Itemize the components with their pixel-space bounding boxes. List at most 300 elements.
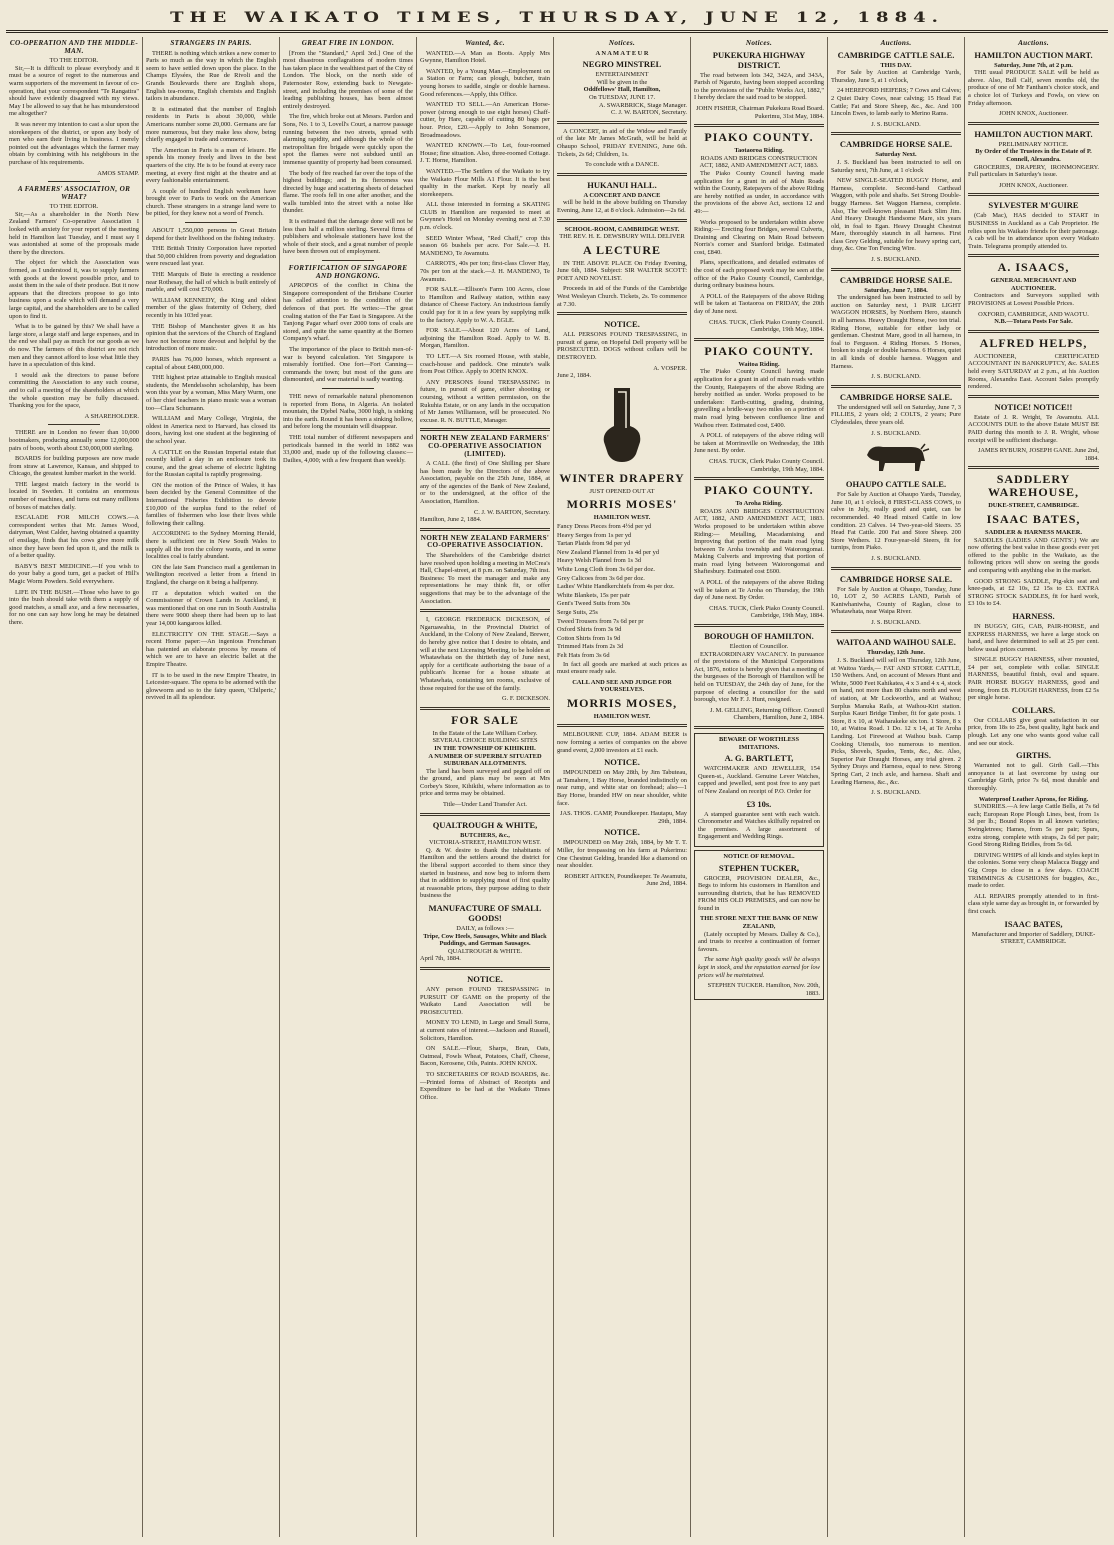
business-address: HAMILTON WEST.	[593, 712, 651, 720]
notice-text: ON SALE.—Flour, Sharps, Bran, Oats, Oatmeal, Fowls Wheat, Potatoes, Chaff, Cheese, Bacon, Kerosene, Oils, Paints. JOHN KNOX.	[420, 1045, 550, 1068]
article-paragraph: THERE is nothing which strikes a new comer to Paris so much as the way in which the English seem to have settled down upon the place. In the Champs Elysées, the Rue de Rivoli and the Grands Boulevards there are English shops, English tea-rooms, English chemists and English tailors in abundance.	[146, 49, 276, 103]
sale-date: Thursday, 12th June.	[867, 649, 925, 657]
news-item: ABOUT 1,550,000 persons in Great Britain depend for their livelihood on the fishing industry.	[146, 227, 276, 242]
divider	[694, 726, 824, 729]
signature: G. F. DICKESON.	[502, 695, 550, 703]
news-item: LIFE IN THE BUSH.—Those who have to go into the bush should take with them a supply of good matches, a small axe, and a few necessaries, for no one can say how long he may be detained there.	[9, 588, 139, 626]
news-item: IT a deputation which waited on the Commissioner of Crown Lands in Auckland, it was mentioned that on one run in South Australia there were 9000 sheep there had been up to last year 14,000 kangaroos killed.	[146, 589, 276, 627]
divider	[420, 428, 550, 431]
article-paragraph: It is estimated that the number of English residents in Paris is about 30,000, while Americans number some 20,000. Germans are far more numerous, but they make less show, being chiefly engaged in trade and commerce.	[146, 105, 276, 144]
divider	[48, 424, 100, 425]
divider	[831, 385, 961, 388]
event-title: HUKANUI HALL.	[587, 179, 657, 190]
divider	[694, 624, 824, 627]
notice-text: Plans, specifications, and detailed estimates of the cost of each proposed work may be seen at the office of the Piako County Council, Cambridge, during ordinary business hours.	[694, 259, 824, 290]
price-list-item: Oxford Shirts from 3s 9d	[557, 626, 622, 634]
business-trade: SADDLER & HARNESS MAKER.	[985, 528, 1082, 536]
signature: JAMES RYBURN, JOSEPH GANE. June 2nd, 1884.	[977, 447, 1099, 462]
sub-heading: Waterproof Leather Aprons, for Riding.	[978, 795, 1089, 803]
article-paragraph: [From the "Standard," April 3rd.] One of the most disastrous conflagrations of modern times has taken place in the wealthiest part of the City of London. The block, on the north side of Paternoster Row, extending back to Newgate-street, and including the premises of some of the leading publishing houses, has been almost entirely destroyed.	[283, 49, 413, 110]
signature: Manufacturer and Importer of Saddlery, DUKE-STREET, CAMBRIDGE.	[971, 930, 1096, 946]
event-title: NEGRO MINSTREL	[582, 59, 662, 70]
notice-text: A POLL of ratepayers of the above riding will be taken at Morrinsville on Wednesday, the 18th June next. By order.	[694, 432, 824, 455]
divider	[694, 124, 824, 127]
column-7	[828, 37, 965, 1537]
signature: A. VOSPER.	[653, 364, 687, 372]
classified-ad: TO LET.—A Six roomed House, with stable, coach-house and paddock. One minute's walk from Post Office. Apply to JOHN KNOX.	[420, 352, 550, 376]
ox-icon	[861, 441, 931, 475]
sale-title: WAITOA AND WAIHOU SALE.	[836, 637, 956, 648]
article-paragraph: The American in Paris is a man of leisure. He spends his money freely and lives in the best quarters of the city. He is to be found at every race meeting, at every first night at the theatre and at every fashionable entertainment.	[146, 146, 276, 185]
sub-heading: HARNESS.	[1012, 610, 1055, 621]
news-item: THERE are in London no fewer than 10,000 bootmakers, producing annually some 12,000,000 pairs of boots, worth about £30,000,000 sterling.	[9, 429, 139, 452]
article-heading: A FARMERS' ASSOCIATION, OR WHAT?	[17, 185, 131, 201]
event-date: On TUESDAY, JUNE 17.	[588, 93, 656, 101]
section-heading: Notices.	[745, 39, 773, 47]
sub-heading: To Aroha Riding.	[735, 500, 783, 508]
price-list-item: Fancy Dress Pieces from 4½d per yd	[557, 523, 652, 530]
business-name: A. G. BARTLETT,	[724, 753, 794, 764]
sale-text: For Sale by Auction at Ohaupo, Tuesday, June 10, LOT 2, 50 ACRES LAND, Parish of Kaniwhaniwha, County of Raglan, close to Whatawhata, near Waipa River.	[831, 585, 961, 616]
sale-date: Saturday Next.	[875, 151, 917, 159]
sale-date: PRELIMINARY NOTICE.	[998, 140, 1069, 148]
classified-ad: WANTED KNOWN.—To Let, four-roomed House; fine situation. Also, three-roomed Cottage. J. T. Horne, Hamilton.	[420, 142, 550, 165]
signature: CHAS. TUCK, Clerk Piako County Council. Cambridge, 19th May, 1884.	[709, 604, 824, 620]
signature: C. J. W. BARTON, Secretary.	[611, 109, 687, 117]
notice-text: SADDLES (LADIES AND GENTS'.) We are now offering the best value in these goods ever yet offered to the public in the Waikato, as the following prices will show on seeing the goods and comparing with anything else in the market.	[968, 536, 1099, 574]
article-heading: STRANGERS IN PARIS.	[170, 39, 252, 47]
business-name: SYLVESTER M'GUIRE	[988, 200, 1079, 211]
news-item: PARIS has 76,000 horses, which represent a capital of about £480,000,000.	[146, 355, 276, 371]
divider	[557, 219, 687, 222]
classified-ad: WANTED.—A Man as Boots. Apply Mrs Gwynne, Hamilton Hotel.	[420, 49, 550, 65]
news-item: WILLIAM and Mary College, Virginia, the oldest in America next to Harvard, has closed its doors, having lost one student at the beginning of the school year.	[146, 415, 276, 445]
sub-heading: A NUMBER OF SUPERBLY SITUATED SUBURBAN ALLOTMENTS.	[428, 752, 542, 768]
classified-ad: WANTED, by a Young Man.—Employment on a Station or Farm; can plough, butcher, train young horses to saddle, single or double harness. Good references.—Apply, this Office.	[420, 67, 550, 98]
notice-text: I, GEORGE FREDERICK DICKESON, of Ngaruawahia, in the Provincial District of Auckland, in the Colony of New Zealand, Brewer, do hereby give notice that I desire to obtain, and will at the next Licensing Meeting, to be holden at Whatawhata on the thirtieth day of June next, apply for a certificate authorising the issue of a publican's license for a house situate at Whatawhata, containing ten rooms, exclusive of those required for the use of the family.	[420, 616, 550, 692]
sub-heading: COLLARS.	[1011, 704, 1056, 715]
sub-heading: MANUFACTURE OF SMALL GOODS!	[428, 903, 542, 923]
classified-ad: WANTED.—The Settlers of the Waikato to try the Waikato Flour Mills A1 Flour. It is the best quality in the market. Kept by nearly all storekeepers.	[420, 167, 550, 198]
article-paragraph: It is estimated that the damage done will not be less than half a million sterling. Several firms of publishers and wholesale stationers have lost the whole of their stock, and a great number of people have been thrown out of employment.	[283, 218, 413, 256]
sale-text: GROCERIES, DRAPERY, IRONMONGERY. Full particulars in Saturday's issue.	[968, 163, 1099, 179]
price-list	[557, 523, 687, 660]
notice-text: A stamped guarantee sent with each watch. Chronometer and Watches skilfully repaired on the premises. A large assortment of Engagement and Wedding Rings.	[698, 810, 820, 841]
divider	[420, 813, 550, 816]
notice-heading: NOTICE! NOTICE!!	[994, 401, 1073, 412]
business-address: DUKE-STREET, CAMBRIDGE.	[988, 502, 1079, 510]
tucker-ad	[694, 850, 824, 1001]
notice-text: A POLL of the ratepayers of the above Riding will be taken at Te Aroha on Thursday, the 19th day of June next. By Order.	[694, 579, 824, 602]
divider	[968, 254, 1099, 257]
notice-text: MONEY TO LEND, in Large and Small Sums, at current rates of interest.—Jackson and Russell, Solicitors, Hamilton.	[420, 1019, 550, 1042]
notice-text: The Piako County Council having made application for a grant in aid of Main Roads within the County, Ratepayers of the above Riding are hereby notified as under, in accordance with the provisions of the above Act, sections 12 and 49:—	[694, 169, 824, 215]
divider	[831, 567, 961, 570]
price-list-item: Tweed Trousers from 7s 6d per pr	[557, 617, 644, 625]
notice-text: IMPOUNDED on May 26th, 1884, by Mr T. T. Miller, for trespassing on his farm at Pukerimu: One Chestnut Gelding, branded like a diamond on near shoulder.	[557, 839, 687, 870]
sub-heading: Election of Councillor.	[729, 643, 789, 651]
divider	[48, 181, 100, 182]
notice-text: ANY person FOUND TRESPASSING in PURSUIT OF GAME on the property of the Waikato Land Association will be PROSECUTED.	[420, 985, 550, 1016]
divider	[694, 477, 824, 480]
notice-heading: PUKEKURA HIGHWAY DISTRICT.	[712, 49, 806, 70]
divider	[420, 609, 550, 612]
editor-line: TO THE EDITOR.	[49, 203, 99, 211]
price-list-item: Cotton Shirts from 1s 9d	[557, 634, 621, 642]
classified-ad: ANY PERSONS found TRESPASSING in future, in pursuit of game, either shooting or coursing, without a written permission, on the Rukuhia Estate, or on any lands in the occupation of Mr James Williamson, will be prosecuted. No excuse. R. N. BUTTLE, Manager.	[420, 378, 550, 424]
signature: J. S. BUCKLAND.	[871, 429, 921, 437]
masthead-title: THE WAIKATO TIMES, THURSDAY, JUNE 12, 1884.	[170, 8, 944, 26]
notice-text: DRIVING WHIPS of all kinds and styles kept in the colonies. Some very cheap Malacca Buggy and Gig Crops to close in a few days. COACH TRIMMINGS & CUSHIONS for buggies, &c., made to order.	[968, 851, 1099, 890]
news-item: THE highest prize attainable to English musical students, the Mendelssohn scholarship, has been won this year by a woman, Miss Mary Wurm, one of her chief teachers in piano music was a woman too—Clara Schumann.	[146, 374, 276, 412]
news-item: THE Marquis of Bute is erecting a residence near Rothesay, the hall of which is built entirely of marble, and will cost £70,000.	[146, 271, 276, 294]
sale-date: Saturday, June 7th, at 2 p.m.	[994, 61, 1073, 69]
event-venue: SCHOOL-ROOM, CAMBRIDGE WEST.	[564, 225, 680, 233]
notice-text: Warranted not to gall. Girth Gall.—This annoyance is at last overcome by using our Cambridge Girth, price 7s 6d, most durable and thoroughly.	[968, 762, 1099, 792]
news-item: WILLIAM KENNEDY, the King and oldest member of the glass fraternity of Ochery, died recently in his 103rd year.	[146, 296, 276, 319]
notice-heading: PIAKO COUNTY.	[704, 130, 814, 145]
sale-text: NEW SINGLE-SEATED BUGGY Horse, and Harness, complete. Second-hand Carthead Waggon, with pole and shafts. Set Strong Double-buggy Harness. Set Waggon Harness, complete. Also, The well-known pleasant Hack Slim Jim. And Heavy Draught Handsome Mare, six years old, in foal to Egan. Heavy Draught Chestnut Mare, thoroughly staunch in all harness. First class Grey Gelding, suitable for heavy spring cart, dray, &c. One Ton Fencing Wire.	[831, 177, 961, 253]
column-2	[143, 37, 280, 1537]
section-heading: Auctions.	[1018, 39, 1049, 47]
business-name: QUALTROUGH & WHITE,	[432, 819, 538, 830]
article-paragraph: The fire, which broke out at Messrs. Pardon and Sons, No. 1 to 3, Lovell's Court, a narrow passage running between the two streets, spread with alarming rapidity, and although the whole of the metropolitan fire brigade were quickly upon the spot the flames were not subdued until an immense quantity of property had been consumed.	[283, 113, 413, 166]
divider	[968, 193, 1099, 196]
divider	[968, 330, 1099, 333]
notice-heading: NORTH NEW ZEALAND FARMERS' CO-OPERATIVE ASSOCIATION.	[420, 533, 550, 550]
notice-text: GROCER, PROVISION DEALER, &c., Begs to inform his customers in Hamilton and surrounding districts, that he has REMOVED FROM HIS OLD PREMISES, and can now be found in	[698, 874, 820, 912]
event-text: JUST OPENED OUT AT	[589, 487, 655, 495]
divider	[831, 630, 961, 633]
notice-text: ALL REPAIRS promptly attended to in first-class style same day as brought in, or forwarded by first coach.	[968, 892, 1099, 915]
classified-ad: ALL those interested in forming a SKATING CLUB in Hamilton are requested to meet at Gwynne's Hotel on Monday evening next at 7.30 p.m. o'clock.	[420, 201, 550, 232]
column-1	[6, 37, 143, 1537]
signature: JAS. THOS. CAMP, Poundkeeper. Hautapu, May 29th, 1884.	[560, 810, 687, 825]
business-address: HAMILTON WEST.	[593, 514, 651, 522]
notice-text: The land has been surveyed and pegged off on the ground, and plans may be seen at Mrs Corbey's Store, Kihikihi, where information as to price and terms may be obtained.	[420, 767, 550, 798]
notice-text: Our COLLARS give great satisfaction in our price, from 18s to 25s, best quality, light back and plough. Let any one who wants good value call and see our stock.	[968, 716, 1099, 747]
estate-line: In the Estate of the Late William Corbey.	[432, 729, 538, 737]
notice-text: SINGLE BUGGY HARNESS, silver mounted, £4 per set, complete with collar. SINGLE HARNESS, beautiful finish, oval and square. PAIR HORSE BUGGY HARNESS, good and strong, from £8. FLOUGH HARNESS, from £2 5s per single horse.	[968, 656, 1099, 702]
notice-heading: NOTICE.	[604, 827, 640, 838]
signature: J. S. BUCKLAND.	[871, 554, 921, 562]
signature: J. S. BUCKLAND.	[871, 618, 921, 626]
article-paragraph: APROPOS of the conflict in China the Singapore correspondent of the Brisbane Courier has called attention to the condition of the defences of that port. He writes:—The great coaling station of the Far East is Singapore. At the Tanjong Pagar wharf over 2000 tons of coals are stored, and quite the same quantity at the Borneo Company's wharf.	[283, 282, 413, 343]
price-list-item: Grey Calicoes from 3s 6d per doz.	[557, 574, 645, 582]
article-heading: GREAT FIRE IN LONDON.	[301, 39, 395, 47]
notice-text: In fact all goods are marked at such prices as must ensure ready sale.	[557, 660, 687, 676]
article-paragraph: The body of fire reached far over the tops of the highest buildings; and in its fierceness was directed by huge and scattering sheets of detached flame. The roofs fell in one after another, and the walls tumbled into the street with a noise like thunder.	[283, 169, 413, 215]
price-list-item: Felt Hats from 3s 6d	[557, 651, 610, 659]
divider	[420, 528, 550, 531]
event-subtitle: A CONCERT AND DANCE	[583, 191, 661, 199]
signature: J. M. GELLING, Returning Officer. Council Chambers, Hamilton, June 2, 1884.	[709, 706, 824, 722]
sub-heading: NOTICE OF REMOVAL.	[723, 852, 795, 860]
section-heading: Auctions.	[880, 39, 912, 47]
news-item: BOARDS for building purposes are now made from straw at Lawrence, Kansas, and shipped to Chicago, the greatest lumber market in the world.	[9, 455, 139, 478]
sale-text: By Order of the Trustees in the Estate of P. Connell, Alexandra.	[975, 148, 1092, 163]
classified-ad: FOR SALE.—Ellison's Farm 100 Acres, close to Hamilton and Railway station, within easy distance of Cheese Factory. An industrious family could pay for it in a few years by supplying milk to the factory. Apply to W. A. EGLE.	[420, 286, 550, 324]
signature: J. S. BUCKLAND.	[871, 789, 921, 797]
sale-text: The undersigned will sell on Saturday, June 7, 3 FILLIES, 2 years old; 2 COLTS, 2 years; Pure Clydesdales, three years old.	[831, 403, 961, 426]
classified-ad: SEED Winter Wheat, "Red Chaff," crop this season 66 bushels per acre. For Sale.—J. H. MANDENO, Te Awamutu.	[420, 234, 550, 257]
article-paragraph: A couple of hundred English workmen have brought over to Paris to work on the American church. These strangers in a strange land were to be pitied, for they knew not a word of French.	[146, 187, 276, 218]
signature: ISAAC BATES,	[1004, 918, 1063, 929]
classified-ad: FOR SALE.—About 120 Acres of Land, adjoining the Hamilton Road. Apply to W. B. Morgan, Hamilton.	[420, 327, 550, 350]
notice-text: ROADS AND BRIDGES CONSTRUCTION ACT, 1882, AND AMENDMENT ACT, 1883. Works proposed to be undertaken within above Riding:— Metalling, Macadamising and Improving that portion of the main road lying between Te Aroha township and Waiorongomai. Making Culverts and improving that portion of main road lying between Waiorongomai and Shaftesbury. Estimated cost £600.	[694, 507, 824, 576]
date-line: Hamilton, June 2, 1884.	[420, 516, 482, 524]
notice-text: AUCTIONEER, CERTIFICATED ACCOUNTANT IN BANKRUPTCY, &c. SALES held every SATURDAY at 2 p.m., at his Auction Rooms, Alexandra East. Account Sales promptly rendered.	[968, 352, 1099, 391]
sub-heading: Waitoa Riding.	[738, 360, 780, 368]
notice-text: IMPOUNDED on May 28th, by Jim Tabuteau, at Tamahere, 1 Bay Horse, branded indistinctly on near rump, and white star on forehead; also—1 Bay Horse, branded HW on near shoulder, white face.	[557, 769, 687, 807]
classified-ad: CARROTS, 40s per ton; first-class Clover Hay, 70s per ton at the stack.—J. H. MANDENO, Te Awamutu.	[420, 260, 550, 283]
sub-heading: IN THE TOWNSHIP OF KIHIKIHI.	[434, 744, 536, 752]
business-trade: BUTCHERS, &c.,	[460, 831, 510, 839]
section-heading: Wanted, &c.	[465, 39, 505, 47]
section-heading: Notices.	[608, 39, 636, 47]
notice-text: IN THE ABOVE PLACE On Friday Evening, June 6th, 1884. Subject: SIR WALTER SCOTT: POET AND NOVELIST.	[557, 259, 687, 282]
article-heading: FORTIFICATION OF SINGAPORE AND HONGKONG.	[288, 264, 408, 280]
notice-text: (Lately occupied by Messrs. Dalley & Co.), and trusts to receive a continuation of former favours.	[698, 930, 820, 953]
sub-heading: BEWARE OF WORTHLESS IMITATIONS.	[718, 735, 800, 751]
news-item: ACCORDING to the Sydney Morning Herald, there is sufficient ore in New South Wales to supply all the iron the colony wants, and in some localities coal is fairly abundant.	[146, 530, 276, 561]
notice-text: will be held in the above building on Thursday Evening, June 12, at 8 o'clock. Admission—2s 6d.	[557, 199, 687, 214]
sale-title: OHAUPO CATTLE SALE.	[845, 479, 947, 490]
divider	[831, 132, 961, 135]
article-paragraph: What is to be gained by this? We shall have a large store, a large staff and large expenses, and in the end we shall pay as much for our goods as we do now. The farmers of this district are not rich men and they cannot afford to lose what little they have in a speculation of this kind.	[9, 323, 139, 369]
news-item: THE total number of different newspapers and periodicals banned in the world in 1882 was 33,000 and, made up of the following classes:—Dailies, 4,000; with a few frequent than weekly.	[283, 433, 413, 464]
signature: CHAS. TUCK, Clerk Piako County Council. Cambridge, 19th May, 1884.	[709, 318, 824, 334]
notice-heading: NOTICE.	[467, 973, 503, 984]
notice-text: Contractors and Surveyors supplied with PROVISIONS at Lowest Possible Prices.	[968, 292, 1099, 308]
divider	[694, 338, 824, 341]
divider	[557, 312, 687, 315]
event-text: Will be given in the	[596, 78, 648, 86]
column-8	[965, 37, 1102, 1537]
business-name: ISAAC BATES,	[986, 511, 1081, 526]
signature: JOHN FISHER, Chairman Pukekura Road Board. Pukerimu, 31st May, 1884.	[696, 104, 824, 120]
notice-heading: NOTICE.	[604, 319, 640, 330]
wanted-ads-list	[420, 50, 550, 425]
business-address: OXFORD, CAMBRIDGE, AND WAOTU.	[978, 310, 1089, 318]
signature: A. SWARBRICK, Stage Manager.	[598, 101, 687, 109]
news-item: THE largest match factory in the world is located in Sweden. It contains an enormous number of machines, and turns out many millions of boxes of matches daily.	[9, 480, 139, 511]
divider	[557, 121, 687, 124]
sale-text: J. S. Buckland has been instructed to sell on Saturday next, 7th June, at 1 o'clock	[831, 158, 961, 174]
notice-text: GOOD STRONG SADDLE, Pig-skin seat and knee-pads, at £2 10s, £2 15s to £3. EXTRA STRONG STOCK SADDLES, fit for hard work, £3 10s to £4.	[968, 577, 1099, 608]
sale-title: HAMILTON AUCTION MART.	[974, 128, 1093, 139]
divider	[831, 268, 961, 271]
notice-text: Proceeds in aid of the Funds of the Cambridge West Wesleyan Church. Tickets, 2s. To commence at 7.30.	[557, 285, 687, 308]
business-name: MORRIS MOSES,	[566, 695, 678, 710]
sub-heading: A N A M A T E U R	[595, 49, 649, 57]
sale-text: 24 HEREFORD HEIFERS; 7 Cows and Calves; 2 Quiet Dairy Cows, near calving; 15 Head Fat Cattle; Fat and Store Sheep, &c., &c. And 100 Lincoln Ewes, to lamb early to Merino Rams.	[831, 87, 961, 118]
column-3	[280, 37, 417, 1537]
signature: J. S. BUCKLAND.	[871, 256, 921, 264]
news-item: ON the late Sam Francisco mail a gentleman in Wellington received a letter from a friend in England, the charge on it being a halfpenny.	[146, 563, 276, 586]
business-trade: GENERAL MERCHANT AND AUCTIONEER.	[990, 277, 1077, 292]
sale-date: THIS DAY.	[880, 61, 912, 69]
business-name: ALFRED HELPS,	[979, 335, 1088, 350]
date-line: April 7th, 1884.	[420, 955, 461, 963]
price-list-item: Serge Suits, 25s	[557, 608, 598, 616]
drapery-title: WINTER DRAPERY	[559, 470, 685, 485]
business-name: SADDLERY WAREHOUSE,	[987, 472, 1080, 500]
signature: JOHN KNOX, Auctioneer.	[999, 110, 1068, 118]
sub-heading: SEVERAL CHOICE BUILDING SITES	[432, 737, 538, 745]
news-item: ON the motion of the Prince of Wales, it has been decided by the General Committee of the International Fisheries Exhibition to devote £10,000 of the surplus fund to the relief of families of fishermen who lose their lives while following their calling.	[146, 481, 276, 527]
notice-text: A CONCERT, in aid of the Widow and Family of the late Mr James McGrath, will be held at Ohaupo School, FRIDAY EVENING, June 6th. Tickets, 2s 6d; Children, 1s.	[557, 127, 687, 158]
columns	[6, 37, 1108, 1537]
sub-heading: CALL AND SEE AND JUDGE FOR YOURSELVES.	[572, 678, 672, 694]
divider	[968, 122, 1099, 125]
price-list-item: Ladies' White Handkerchiefs from 4s per doz.	[557, 583, 675, 591]
notice-text: N.B.—Totara Posts For Sale.	[994, 318, 1073, 326]
divider	[557, 724, 687, 727]
article-paragraph: The object for which the Association was formed, as I understood it, was to supply farmers with goods at the lowest possible price, and to assist them in the sale of their produce. But it now appears that the directors propose to go into business upon a scale which will demand a very large capital, and the shareholders are to be called upon to find it.	[9, 259, 139, 320]
product-list: Tripe, Cow Heels, Sausages, White and Black Puddings, and German Sausages.	[423, 932, 547, 948]
sale-text: For Sale by Auction at Cambridge Yards, Thursday, June 5, at 1 o'clock,	[831, 69, 961, 84]
news-item: THE British Trinity Corporation have reported that 50,000 children from poverty and degradation were rescued last year.	[146, 245, 276, 268]
sale-text: J. S. Buckland will sell on Thursday, 12th June, at Waitoa Yards,— FAT AND STORE CATTLE, 150 Wethers. And, on account of Messrs Hunt and White, 5000 Feet Kahikatea, 4 x 3 and 4 x 4, stock on hand, not more than 80 chains north and west of station, at Mr Lockworth's, and at Waihou; Surplus Manuka Rails, at Waihou-Kiri station. Surplus Kauri Bridge Timber, fit for gate posts. 1 Store, 8 x 10, at Waiharakeke six ton. 1 Store, 8 x 10, at Waitoa Road. 1 Do. 12 x 14, at Te Aroha Landing. Lot Firewood at Waihou bush. Camp Cooking Utensils, too numerous to mention. Picks, Shovels, Spades, Tents, &c., &c. Also, Superior Pair Draught Horses, any trial given. 2 Sydney Drays and Harness, equal to new. Strong Spring Cart, 2 inch axle, and harness. Shaft and Leading Harness, &c., &c.	[831, 657, 961, 786]
notice-heading: BOROUGH OF HAMILTON.	[704, 631, 814, 642]
signature: J. S. BUCKLAND.	[871, 373, 921, 381]
price-list-item: Heavy Serges from 1s per yd	[557, 531, 632, 539]
price-list-item: Trimmed Hats from 2s 3d	[557, 643, 624, 651]
signature: QUALTROUGH & WHITE.	[447, 947, 523, 955]
divider	[968, 395, 1099, 398]
divider	[968, 466, 1099, 469]
news-item: THE Bishop of Manchester gives it as his opinion that the services of the Church of England have not become more devout and helpful by the introduction of more music.	[146, 322, 276, 353]
notice-heading: PIAKO COUNTY.	[704, 343, 814, 358]
signature: STEPHEN TUCKER. Hamilton, Nov. 20th, 1883.	[707, 982, 820, 997]
sale-text: THE usual PRODUCE SALE will be held as above. Also, Bull Calf, seven months old, the produce of one of Mr Fantham's choice stock, and a choice lot of Turkeys and Fowls, on view on Friday afternoon.	[968, 69, 1099, 107]
notice-heading: NORTH NEW ZEALAND FARMERS' CO-OPERATIVE ASSOCIATION (LIMITED).	[420, 434, 550, 458]
notice-text: To conclude with a DANCE.	[585, 161, 659, 169]
news-item: A CATTLE on the Russian Imperial estate that recently killed a day in an enclosure took its course, and the great scheme of electric lighting for the Russian capital is rapidly progressing.	[146, 448, 276, 479]
sub-heading: Taotaoroa Riding.	[734, 147, 784, 155]
price-list-item: Gent's Tweed Suits from 30s	[557, 600, 631, 608]
sale-title: CAMBRIDGE HORSE SALE.	[839, 274, 953, 285]
divider	[557, 173, 687, 176]
divider	[322, 388, 374, 389]
bartlett-ad	[694, 733, 824, 847]
title-line: Title—Under Land Transfer Act.	[443, 801, 527, 809]
notice-text: A POLL of the Ratepayers of the above Riding will be taken at Taotaoroa on FRIDAY, the 20th day of June next.	[694, 292, 824, 316]
signature: CHAS. TUCK, Clerk Piako County Council. Cambridge, 19th May, 1884.	[709, 457, 824, 473]
notice-text: ALL PERSONS FOUND TRESPASSING, in pursuit of game, on Hopeful Dell property will be PROSECUTED. DOGS without collars will be DESTROYED.	[557, 331, 687, 362]
divider	[322, 260, 374, 261]
divider	[420, 707, 550, 710]
pointing-hand-icon	[592, 386, 652, 466]
sub-heading: GIRTHS.	[1016, 750, 1051, 761]
sale-date: Saturday, June 7, 1884.	[864, 286, 928, 294]
signature: A SHAREHOLDER.	[84, 412, 139, 420]
editor-line: TO THE EDITOR.	[49, 57, 99, 65]
sale-title: CAMBRIDGE HORSE SALE.	[839, 139, 953, 150]
signature: ROBERT AITKEN, Poundkeeper. Te Awamutu, June 2nd, 1884.	[564, 872, 687, 888]
price-list-item: New Zealand Flannel from 1s 4d per yd	[557, 548, 660, 556]
column-6	[691, 37, 828, 1537]
divider	[420, 967, 550, 970]
masthead	[6, 4, 1108, 33]
price-list-item: White Long Cloth from 3s 6d per doz.	[557, 565, 655, 573]
sub-heading: DAILY, as follows :—	[456, 925, 514, 932]
news-item: IT is to be used in the new Empire Theatre, in Leicester-square. The opera to be adorned with the glowworm and so to the fairy queen, 'Chilperic,' revived in all its splendour.	[146, 671, 276, 702]
notice-text: The road between lots 342, 342A, and 343A, Parish of Ngaruto, having been stopped according to the provisions of the "Public Works Act, 1882," I hereby declare the said road to be stopped.	[694, 71, 824, 102]
signature: AMOS STAMP.	[97, 169, 139, 177]
business-name: MORRIS MOSES'	[566, 497, 678, 512]
business-name: A. ISAACS,	[997, 260, 1070, 275]
sale-title: HAMILTON AUCTION MART.	[974, 49, 1093, 60]
notice-text: IN BUGGY, GIG, CAB, PAIR-HORSE, and EXPRESS HARNESS, we have a large stock on hand, and have determined to sell at 25 per cent. below usual prices current.	[968, 622, 1099, 653]
date-line: June 2, 1884.	[557, 372, 592, 380]
sale-text: For Sale by Auction at Ohaupo Yards, Tuesday, June 10, at 1 o'clock, 8 FIRST-CLASS COWS, to calve in July, really good and quiet, can be recommended. 40 Head mixed Cattle in low condition. 23 Calves. 14 Two-year-old Steers. 35 Head Fat Cattle. 200 Fat and Store Sheep. 200 Store Wethers. 12 Four-year-old Steers, fit for turnips, from Piako.	[831, 491, 961, 552]
article-paragraph: Sir,—As a shareholder in the North New Zealand Farmers' Co-operative Association I looked with anxiety for your report of the meeting held in Hamilton last Tuesday, and I must say I was astonished at some of the proposals made there by the directors.	[9, 210, 139, 256]
notice-text: The Piako County Council having made application for a grant in aid of main roads within the County, Ratepayers of the above Riding are hereby notified as under. Works proposed to be undertaken: Earth-cutting, grading, draining, gravelling a bridle-way two miles on a portion of main road lying between confluence line and Waihou river. Estimated cost, £400.	[694, 368, 824, 429]
column-4	[417, 37, 554, 1537]
notice-heading: PIAKO COUNTY.	[704, 483, 814, 498]
article-paragraph: Sir,—It is difficult to please everybody and it must be a source of regret to the numerous and warm supporters of the movement in favour of co-operation, that your correspondent "Te Rangatira" should have evidently disagreed with my views. May I be allowed to say that he has misunderstood me altogether?	[9, 64, 139, 118]
price: £3 10s.	[746, 798, 772, 809]
price-list-item: Heavy Welsh Flannel from 1s 3d	[557, 557, 642, 565]
notice-heading: NOTICE.	[604, 757, 640, 768]
business-name: STEPHEN TUCKER,	[718, 862, 800, 873]
divider	[185, 222, 237, 223]
classified-ad: WANTED TO SELL.—An American Horse-power (strong enough to use eight horses) Chaff-cutter, by Hare, capable of cutting 80 bags per hour. Price, £20.—Apply to John Sonsmore, Broadmeadows.	[420, 101, 550, 139]
notice-text: (Cab Mac), HAS decided to START in BUSINESS in Auckland as a Cab Proprietor. He relies upon his Waikato friends for their patronage. A cab will be in attendance upon every Waikato Train. Telegrams promptly attended to.	[968, 212, 1099, 250]
sale-title: CAMBRIDGE HORSE SALE.	[839, 391, 953, 402]
event-subtitle: ENTERTAINMENT	[595, 71, 649, 79]
sale-text: The undersigned has been instructed to sell by auction on Saturday next, 1 PAIR LIGHT WAGGON HORSES, by Northern Hero, staunch in all harness. Heavy Draught Horse, two ton trial. Riding Horse, suitable for either lady or gentleman. Chestnut Mare, good in all harness, in foal to Ferguson. 4 Riding Horses. 5 Horses, broken to single or double harness. 6 Horses, quiet in all kinds of double harness. Waggon and Harness.	[831, 294, 961, 370]
price-list-item: Tartan Plaids from 9d per yd	[557, 540, 631, 548]
act-line: ROADS AND BRIDGES CONSTRUCTION ACT, 1882, AND AMENDMENT ACT, 1883.	[699, 154, 819, 170]
article-paragraph: I would ask the directors to pause before committing the Association to any such course, and to call a meeting of the shareholders at which the whole question may be fully discussed. Thanking you for the space,	[9, 371, 139, 410]
sale-title: CAMBRIDGE CATTLE SALE.	[837, 49, 955, 60]
article-paragraph: It was never my intention to cast a slur upon the storekeepers of the district, or upon any body of men who earn their living in business. I merely pointed out the advantages which the farmer may obtain by combining with his neighbours in the purchase of his requirements.	[9, 120, 139, 166]
business-address: VICTORIA-STREET, HAMILTON WEST.	[428, 839, 542, 847]
notice-text: Works proposed to be undertaken within above Riding:— Erecting four Bridges, several Culverts, Draining and Clearing on Main Road between Norris's corner and Stanford bridge. Estimated cost, £840.	[694, 218, 824, 256]
news-item: ESCALADE FOR MILCH COWS.—A correspondent writes that Mr. James Wood, dairyman, West Calder, having obtained a quantity of ensilage, finds that his cows give more milk since they have been fed upon it, and the milk is of a better quality.	[9, 514, 139, 560]
news-item: THE news of remarkable natural phenomenon is reported from Bona, in Algeria. An isolated mountain, the Djebel Naiba, 3000 high, is sinking into the earth. Round it has been a sinking hollow, and before long the mountain will disappear.	[283, 392, 413, 431]
notice-text: WATCHMAKER AND JEWELLER, 154 Queen-st., Auckland. Genuine Lever Watches, capped and jewelled, sent post free to any part of New Zealand on receipt of P.O. Order for	[698, 765, 820, 795]
business-address: THE STORE NEXT THE BANK OF NEW ZEALAND,	[699, 915, 819, 931]
news-item: ELECTRICITY ON THE STAGE.—Says a recent Home paper:—An ingenious Frenchman has patented an elaborate process by means of which we are to have an electric ballet at the Empire Theatre.	[146, 630, 276, 668]
signature: JOHN KNOX, Auctioneer.	[999, 181, 1068, 189]
notice-text: Estate of J. R. Wright, Te Awamutu. ALL ACCOUNTS DUE to the above Estate MUST BE PAID during this month to J. R. Wright, whose receipt will be sufficient discharge.	[968, 413, 1099, 444]
column-5	[554, 37, 691, 1537]
notice-text: MELBOURNE CUP, 1884. ADAM BEER is now forming a series of companies on the above grand event, 2,000 investors at £1 each.	[557, 731, 687, 754]
for-sale-title: FOR SALE	[451, 712, 519, 727]
notice-text: The same high quality goods will be always kept in stock, and the reputation earned for low prices will be maintained.	[698, 956, 820, 979]
notice-text: The Shareholders of the Cambridge district have resolved upon holding a meeting in McCrea's Hall, Chapel-street, at 8 p.m. on Saturday, 7th inst. Business: To meet the manager and make any representations he may think fit, or offer suggestions that may be to the advantage of the Association.	[420, 552, 550, 605]
notice-text: TO SECRETARIES OF ROAD BOARDS, &c.—Printed forms of Abstract of Receipts and Expenditure to be had at the Waikato Times Office.	[420, 1070, 550, 1101]
notice-text: SUNDRIES.—A few large Cattle Bells, at 7s 6d each; European Rope Plough Lines, best, from 1s 3d per lb.; Bound Ropes in all known varieties; Swingletrees; Hames, from 5s per pair; Spurs, extra strong, complete with straps, 2s 6d per pair; Good Strong Riding Bridles, from 5s 6d.	[968, 803, 1099, 849]
event-title: A LECTURE	[582, 242, 662, 257]
article-heading: CO-OPERATION AND THE MIDDLE-MAN.	[9, 39, 139, 55]
event-venue: Oddfellows' Hall, Hamilton,	[583, 86, 661, 94]
sale-title: CAMBRIDGE HORSE SALE.	[839, 573, 953, 584]
notice-text: EXTRAORDINARY VACANCY. In pursuance of the provisions of the Municipal Corporations Act, 1876, notice is hereby given that a meeting of the burgesses of the Borough of Hamilton will be held on TUESDAY, the 24th day of June, for the purpose of electing a councillor for the said borough, vice Mr F. J. Hunt, resigned.	[694, 650, 824, 704]
event-text: THE REV. H. E. DEWSBURY WILL DELIVER	[559, 233, 685, 241]
signature: C. J. W. BARTON, Secretary.	[474, 508, 550, 516]
news-item: BABY'S BEST MEDICINE.—If you wish to do your baby a good turn, get a packet of Hill's Magic Worm Powders. Sold everywhere.	[9, 562, 139, 585]
signature: J. S. BUCKLAND.	[871, 120, 921, 128]
notice-text: A CALL (the first) of One Shilling per Share has been made by the Directors of the above Association, payable on the 25th June, 1884, at any of the agencies of the Bank of New Zealand, or to the undersigned, at the office of the Association, Hamilton.	[420, 460, 550, 506]
article-paragraph: The importance of the place to British men-of-war is beyond calculation. Yet Singapore is miserably fortified. One fort—Fort Canning—commands the town; but most of the guns are dismounted, and war material is sadly wanting.	[283, 345, 413, 384]
notice-text: Q. & W. desire to thank the inhabitants of Hamilton and the settlers around the district for the liberal support accorded to them since they started in business, and now beg to inform them that in addition to supplying meat of first quality at reasonable prices, they purpose adding to their business the	[420, 846, 550, 900]
price-list-item: White Blankets, 15s per pair	[557, 591, 630, 599]
